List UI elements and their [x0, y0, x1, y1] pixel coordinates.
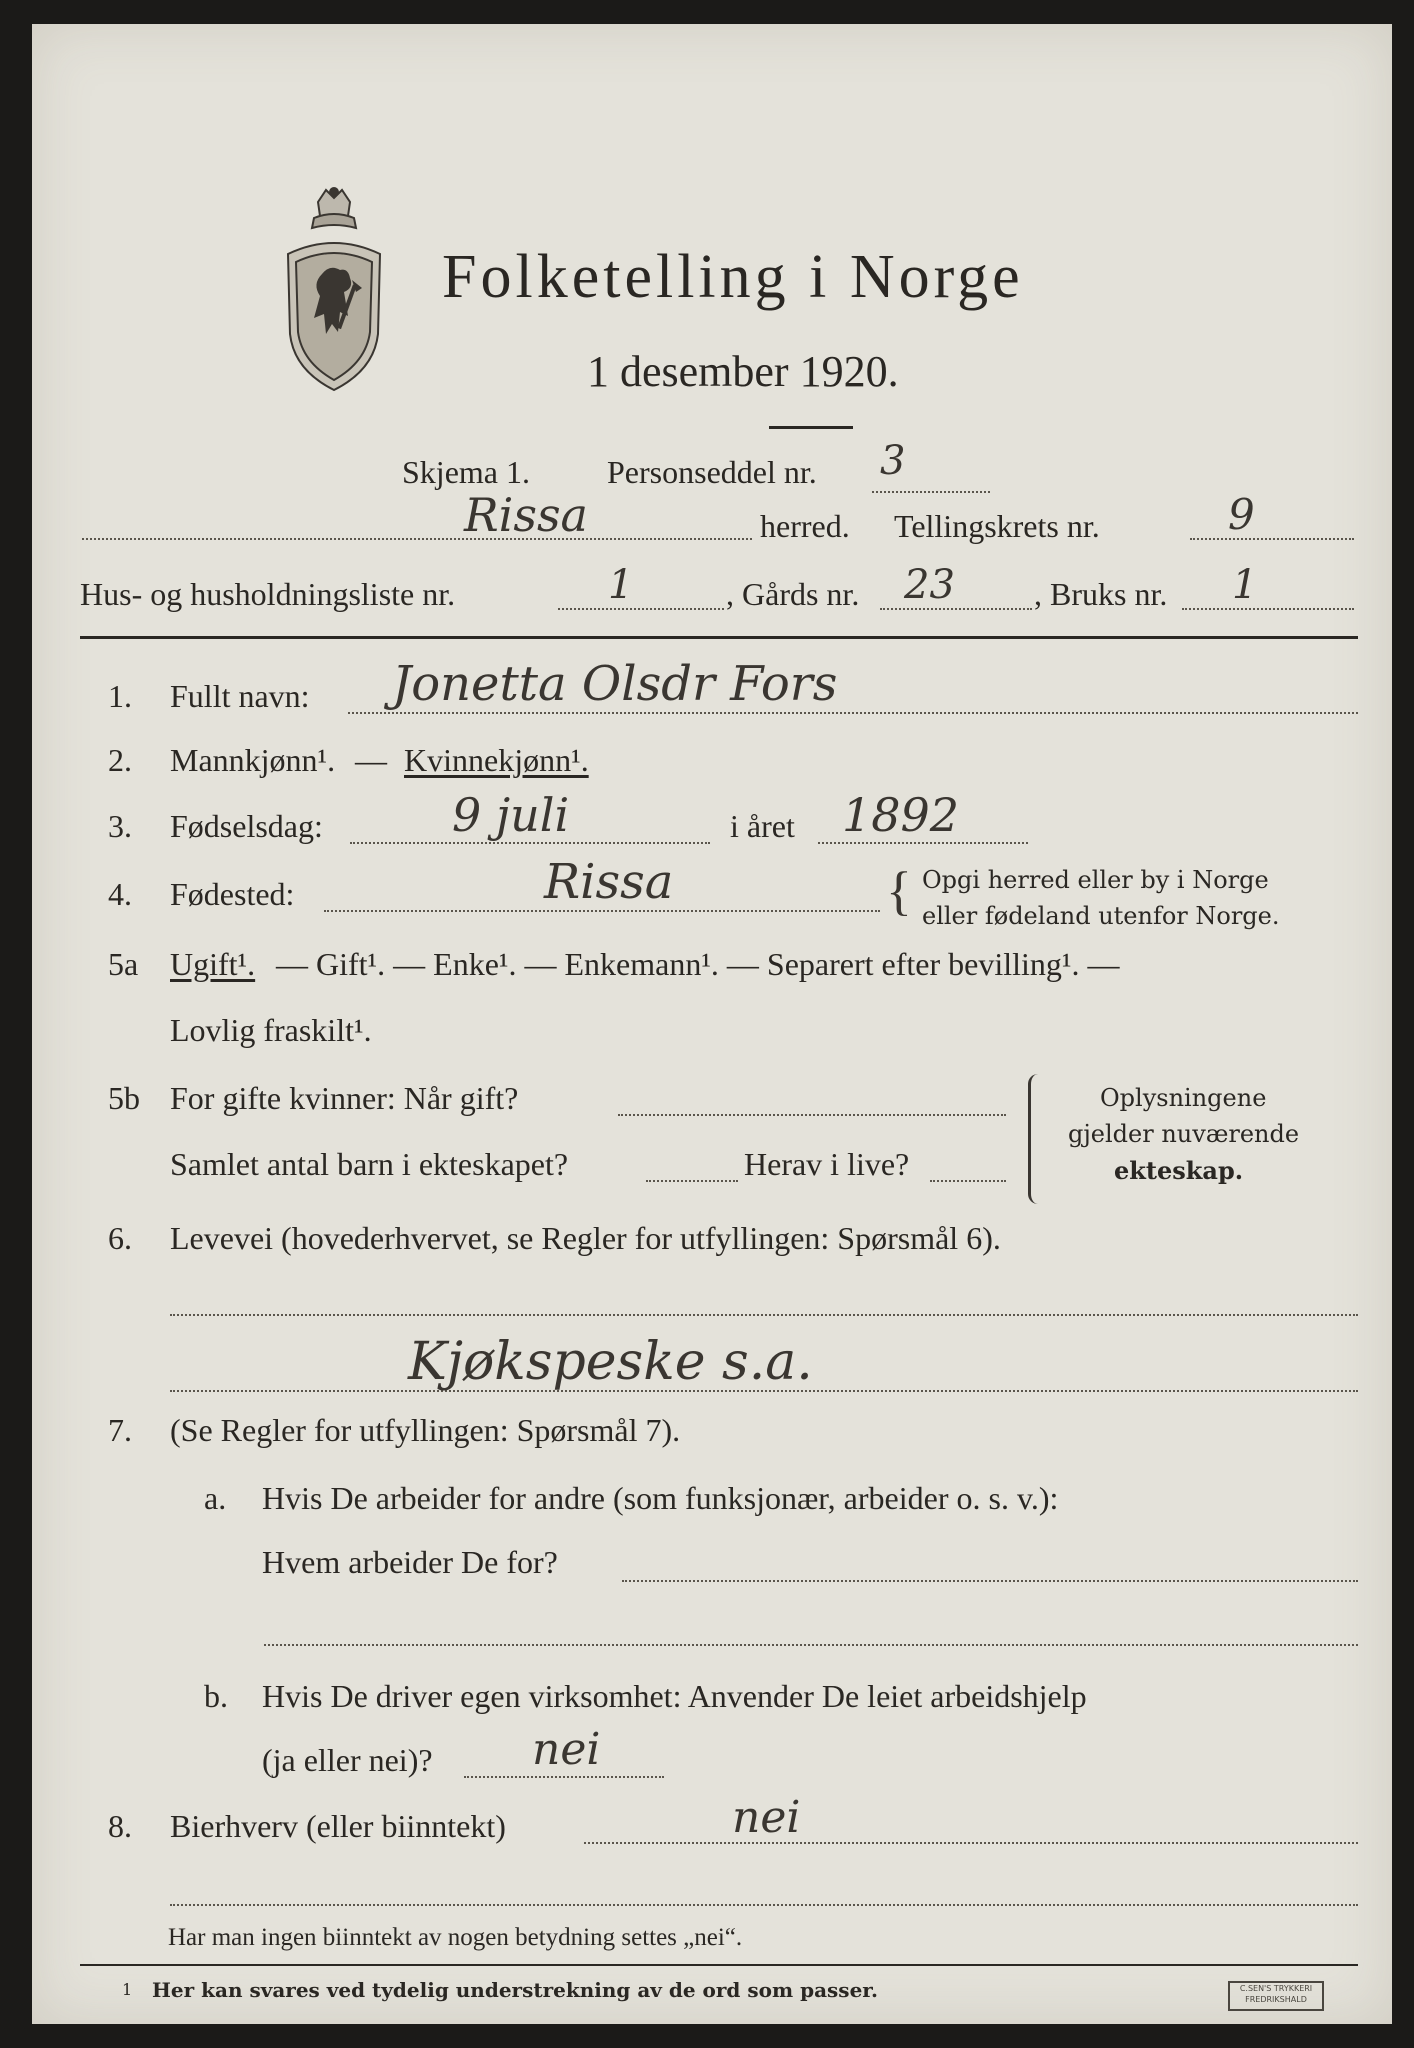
employer-label: Hvem arbeider De for? — [262, 1544, 558, 1580]
q6-number: 6. — [108, 1220, 132, 1256]
birth-year-label: i året — [730, 808, 795, 844]
occupation-label: Levevei (hovederhvervet, se Regler for utfyllingen: Spørsmål 6). — [170, 1220, 1001, 1256]
tellingskrets-field[interactable] — [1190, 538, 1354, 540]
footer-rule — [80, 1964, 1358, 1966]
q7a-line1: Hvis De arbeider for andre (som funksjonær, arbeider o. s. v.): — [262, 1480, 1059, 1516]
printer-stamp-line2: FREDRIKSHALD — [1245, 1995, 1307, 2004]
unmarried-option-selected[interactable]: Ugift¹. — [170, 946, 256, 982]
census-date: 1 desember 1920. — [587, 347, 899, 396]
divorced-option[interactable]: Lovlig fraskilt¹. — [170, 1012, 372, 1048]
herred-label: herred. — [760, 508, 850, 544]
marriage-note-bracket-left — [1028, 1074, 1041, 1204]
tellingskrets-label: Tellingskrets nr. — [894, 508, 1100, 544]
personseddel-field[interactable] — [872, 491, 990, 493]
children-alive-label: Herav i live? — [744, 1146, 910, 1182]
no-income-note: Har man ingen biinntekt av nogen betydning settes „nei“. — [168, 1924, 743, 1951]
q7a-letter: a. — [204, 1480, 227, 1516]
when-married-field[interactable] — [618, 1114, 1006, 1116]
children-count-label: Samlet antal barn i ekteskapet? — [170, 1146, 569, 1182]
tellingskrets-value: 9 — [1228, 490, 1255, 539]
gaards-field[interactable] — [880, 608, 1032, 610]
census-form-sheet — [32, 24, 1392, 2024]
q3-number: 3. — [108, 808, 132, 844]
q7-label: (Se Regler for utfyllingen: Spørsmål 7). — [170, 1412, 681, 1448]
when-married-label: For gifte kvinner: Når gift? — [170, 1080, 519, 1116]
birthday-value: 9 juli — [452, 788, 570, 842]
birth-year-field[interactable] — [818, 842, 1028, 844]
q2-number: 2. — [108, 742, 132, 778]
printer-stamp — [1228, 1981, 1324, 2011]
q8-number: 8. — [108, 1808, 132, 1844]
q4-number: 4. — [108, 876, 132, 912]
schema-label: Skjema 1. — [402, 454, 530, 490]
gaards-label: , Gårds nr. — [726, 576, 860, 612]
birthday-field[interactable] — [350, 842, 710, 844]
marital-status-options[interactable]: — Gift¹. — Enke¹. — Enkemann¹. — Separert efter bevilling¹. — — [276, 946, 1120, 982]
footnote-text: Her kan svares ved tydelig understrekning av de ord som passer. — [152, 1978, 878, 2002]
household-list-value: 1 — [608, 562, 634, 608]
bruks-value: 1 — [1232, 562, 1258, 608]
birthplace-field[interactable] — [324, 910, 880, 912]
q1-number: 1. — [108, 678, 132, 714]
hired-help-value: nei — [532, 1724, 601, 1775]
herred-value: Rissa — [464, 488, 588, 542]
q7b-line1: Hvis De driver egen virksomhet: Anvender De leiet arbeidshjelp — [262, 1678, 1087, 1714]
side-income-field-1[interactable] — [584, 1842, 1358, 1844]
employer-field-2[interactable] — [264, 1644, 1358, 1646]
hired-help-label: (ja eller nei)? — [262, 1742, 433, 1778]
birthplace-note-line1: Opgi herred eller by i Norge — [922, 866, 1269, 894]
household-list-label: Hus- og husholdningsliste nr. — [80, 576, 456, 612]
personseddel-value: 3 — [880, 438, 906, 484]
household-list-field[interactable] — [558, 608, 724, 610]
marriage-note-line2: gjelder nuværende — [1068, 1120, 1300, 1148]
side-income-label: Bierhverv (eller biinntekt) — [170, 1808, 506, 1844]
employer-field-1[interactable] — [622, 1580, 1358, 1582]
children-count-field[interactable] — [646, 1180, 738, 1182]
side-income-value: nei — [732, 1792, 801, 1843]
occupation-value: Kjøkspeske s.a. — [408, 1332, 813, 1392]
birthplace-note-brace: { — [886, 861, 912, 921]
hired-help-field[interactable] — [464, 1776, 664, 1778]
marriage-note-line1: Oplysningene — [1100, 1084, 1267, 1112]
male-option[interactable]: Mannkjønn¹. — [170, 742, 336, 778]
bruks-field[interactable] — [1182, 608, 1354, 610]
children-alive-field[interactable] — [930, 1180, 1006, 1182]
full-name-label: Fullt navn: — [170, 678, 310, 714]
birthday-label: Fødselsdag: — [170, 808, 323, 844]
occupation-field-1[interactable] — [170, 1314, 1358, 1316]
herred-field[interactable] — [82, 538, 752, 540]
q5b-number: 5b — [108, 1080, 140, 1116]
printer-stamp-line1: C.SEN'S TRYKKERI — [1239, 1984, 1313, 1993]
birth-year-value: 1892 — [842, 788, 960, 842]
birthplace-label: Fødested: — [170, 876, 295, 912]
gaards-value: 23 — [904, 562, 955, 608]
marriage-note-line3: ekteskap. — [1114, 1156, 1244, 1185]
footnote-number: 1 — [122, 1980, 133, 1999]
norwegian-coat-of-arms-icon — [278, 184, 390, 394]
female-option-selected[interactable]: Kvinnekjønn¹. — [404, 742, 589, 778]
form-title: Folketelling i Norge — [442, 243, 1024, 311]
personseddel-label: Personseddel nr. — [607, 454, 817, 490]
birthplace-note-line2: eller fødeland utenfor Norge. — [922, 902, 1280, 930]
full-name-value: Jonetta Olsdr Fors — [392, 656, 838, 712]
sex-separator: — — [355, 742, 387, 778]
q7b-letter: b. — [204, 1678, 228, 1714]
q5a-number: 5a — [108, 946, 139, 982]
full-name-field[interactable] — [348, 712, 1358, 714]
title-divider — [769, 426, 853, 429]
birthplace-value: Rissa — [544, 854, 674, 910]
q7-number: 7. — [108, 1412, 132, 1448]
side-income-field-2[interactable] — [170, 1904, 1358, 1906]
bruks-label: , Bruks nr. — [1034, 576, 1168, 612]
header-rule — [80, 636, 1358, 639]
